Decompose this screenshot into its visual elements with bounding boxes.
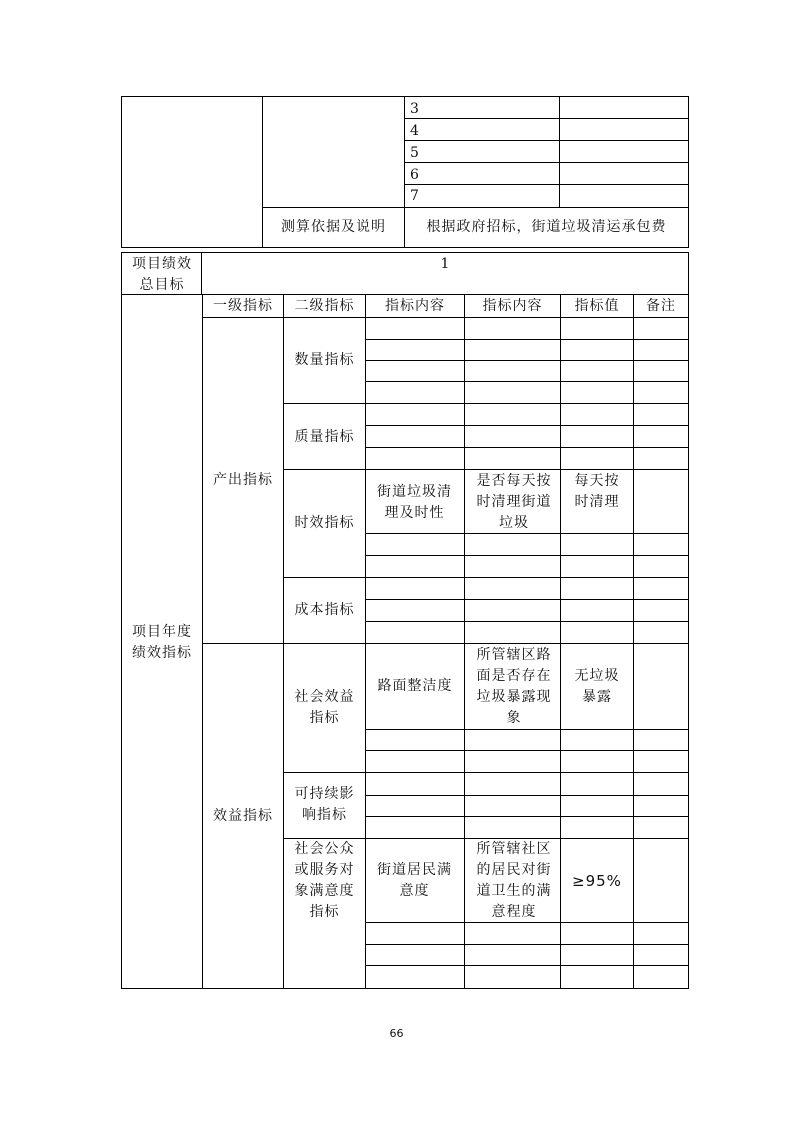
level2-satisfaction: 社会公众或服务对象满意度指标 [294,841,355,920]
row-number-3: 3 [410,101,419,117]
page-number: 66 [389,1027,404,1040]
satisfaction-detail: 所管辖社区的居民对街道卫生的满意程度 [476,841,552,920]
social-content: 路面整洁度 [377,678,453,694]
timeliness-value: 每天按时清理 [574,473,620,510]
level2-cost: 成本指标 [294,602,355,618]
level1-output: 产出指标 [213,472,273,488]
social-value: 无垃圾暴露 [574,668,620,705]
header-content-1: 指标内容 [385,298,445,314]
header-level2: 二级指标 [294,298,355,314]
annual-indicators-label: 项目年度绩效指标 [132,624,192,661]
row-number-7: 7 [410,188,419,204]
basis-value: 根据政府招标，街道垃圾清运承包费 [426,219,667,235]
satisfaction-content: 街道居民满意度 [377,862,452,899]
header-remark: 备注 [646,298,676,314]
level2-sustain: 可持续影响指标 [294,786,355,823]
row-number-5: 5 [410,145,419,161]
level2-quantity: 数量指标 [294,352,355,368]
header-level1: 一级指标 [213,298,273,314]
level2-quality: 质量指标 [294,429,355,445]
row-number-4: 4 [410,123,419,139]
goal-value: 1 [440,256,450,272]
social-detail: 所管辖区路面是否存在垃圾暴露现象 [476,647,552,726]
satisfaction-value: ≥95% [572,872,622,890]
goal-label: 项目绩效总目标 [132,256,192,293]
timeliness-content: 街道垃圾清理及时性 [377,484,452,521]
row-number-6: 6 [410,167,419,183]
level1-benefit: 效益指标 [213,808,273,824]
header-value: 指标值 [574,298,620,314]
level2-social: 社会效益指标 [294,689,355,726]
level2-timeliness: 时效指标 [294,515,355,531]
basis-label: 测算依据及说明 [281,219,386,235]
timeliness-detail: 是否每天按时清理街道垃圾 [476,473,552,531]
header-content-2: 指标内容 [482,298,543,314]
